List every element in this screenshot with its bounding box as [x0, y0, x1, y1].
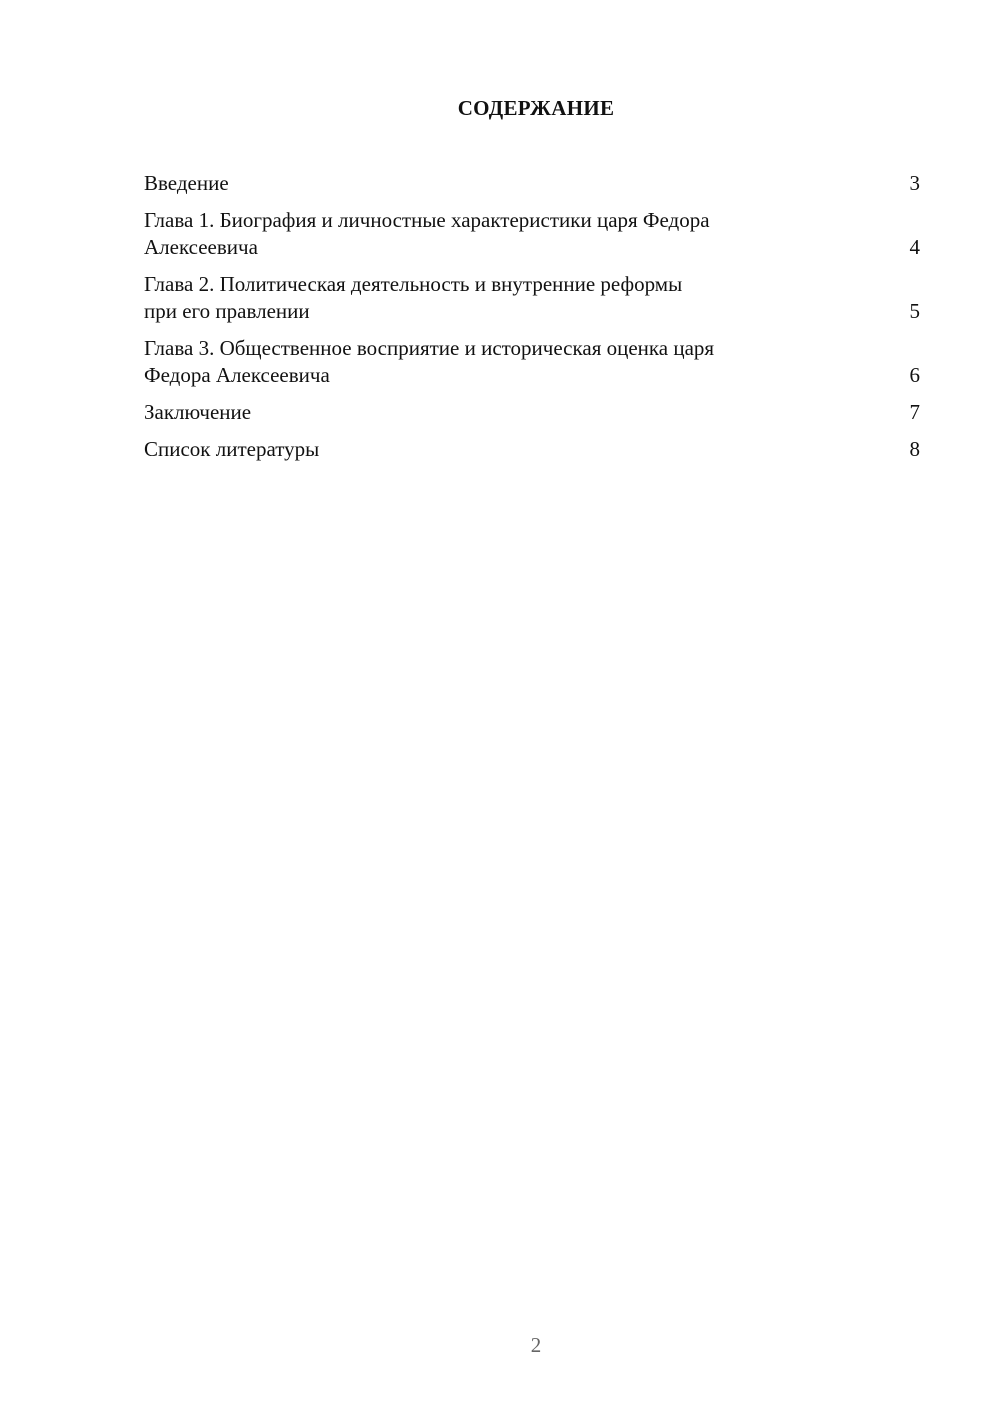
toc-entry-page-number: 3	[909, 171, 920, 195]
toc-entry-label: Список литературы	[144, 437, 320, 461]
toc-entry-label: Глава 2. Политическая деятельность и внутренние реформы при его правлении	[144, 272, 683, 323]
toc-entry-label: Глава 3. Общественное восприятие и историческая оценка царя Федора Алексеевича	[144, 336, 715, 387]
page-number: 2	[530, 1333, 542, 1357]
toc-entry-chapter-2[interactable]	[144, 271, 920, 325]
toc-entry-page-number: 5	[909, 299, 920, 323]
toc-entry-page-number: 4	[909, 235, 920, 259]
toc-entry-chapter-1[interactable]	[144, 207, 920, 261]
toc-entry-page-number: 6	[909, 363, 920, 387]
table-of-contents	[144, 170, 920, 473]
toc-entry-conclusion[interactable]	[144, 399, 920, 426]
toc-entry-label: Заключение	[144, 400, 252, 424]
toc-entry-label: Глава 1. Биография и личностные характеристики царя Федора Алексеевича	[144, 208, 710, 259]
toc-entry-label: Введение	[144, 171, 229, 195]
toc-entry-references[interactable]	[144, 436, 920, 463]
toc-entry-page-number: 8	[909, 437, 920, 461]
toc-entry-introduction[interactable]	[144, 170, 920, 197]
toc-entry-page-number: 7	[909, 400, 920, 424]
page-title: СОДЕРЖАНИЕ	[457, 96, 615, 120]
toc-entry-chapter-3[interactable]	[144, 335, 920, 389]
